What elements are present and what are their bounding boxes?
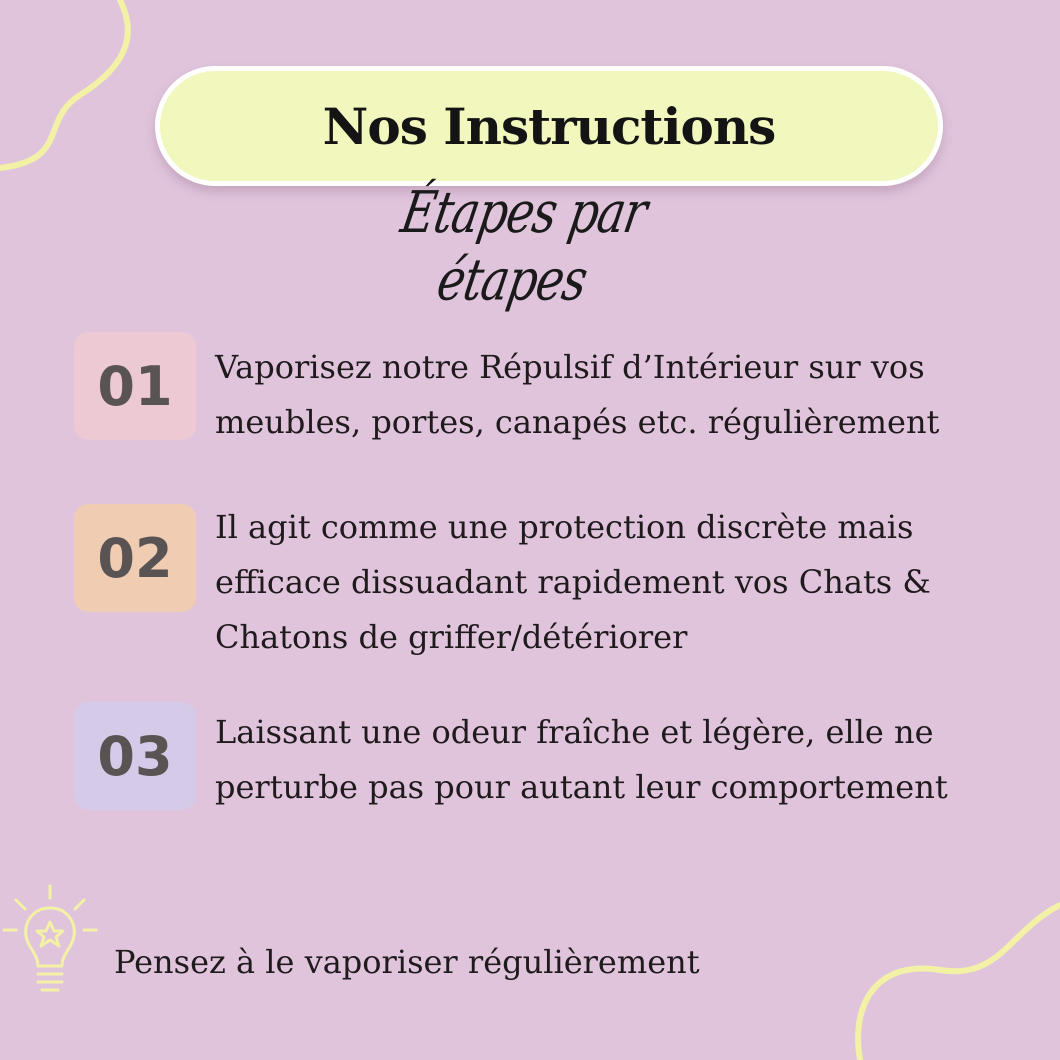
step-line: efficace dissuadant rapidement vos Chats & <box>215 563 931 601</box>
lightbulb-star-icon <box>0 880 104 1010</box>
step-line: Laissant une odeur fraîche et légère, elle ne <box>215 713 934 751</box>
step-description <box>215 500 1045 665</box>
step-line: perturbe pas pour autant leur comportement <box>215 768 948 806</box>
step-description <box>215 705 1045 815</box>
step-line: meubles, portes, canapés etc. régulièrement <box>215 403 940 441</box>
tip-text: Pensez à le vaporiser régulièrement <box>114 943 700 981</box>
page-subtitle: Étapes par étapes <box>396 178 652 313</box>
step-number-badge: 01 <box>74 332 196 440</box>
page-title: Nos Instructions <box>322 96 776 156</box>
top-left-squiggle <box>0 0 128 168</box>
step-number-badge: 03 <box>74 702 196 810</box>
bottom-right-squiggle <box>858 905 1060 1060</box>
step-number-badge: 02 <box>74 504 196 612</box>
step-line: Vaporisez notre Répulsif d’Intérieur sur vos <box>215 348 925 386</box>
step-description <box>215 340 1045 450</box>
step-line: Il agit comme une protection discrète mais <box>215 508 914 546</box>
title-banner <box>155 66 943 186</box>
step-line: Chatons de griffer/détériorer <box>215 618 688 656</box>
